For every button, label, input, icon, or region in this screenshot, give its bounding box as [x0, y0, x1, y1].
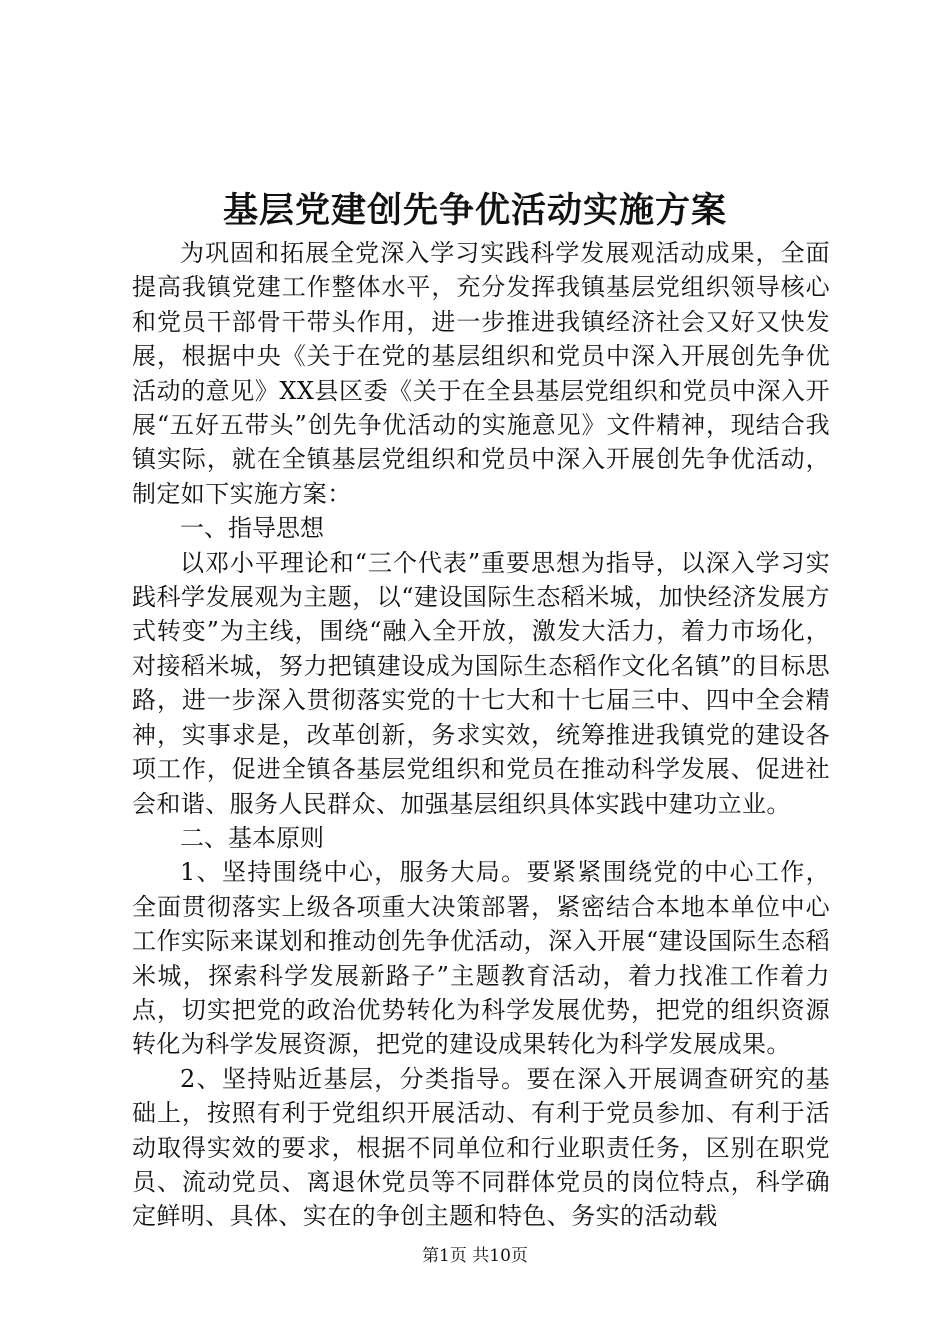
document-body	[132, 236, 830, 1234]
document-title: 基层党建创先争优活动实施方案	[222, 190, 727, 231]
intro-paragraph: 为巩固和拓展全党深入学习实践科学发展观活动成果，全面提高我镇党建工作整体水平，充分发挥我镇基层党组织领导核心和党员干部骨干带头作用，进一步推进我镇经济社会又好又快发展，根据中央《关于在党的基层组织和党员中深入开展创先争优活动的意见》XX县区委《关于在全县基层党组织和党员中深入开展“五好五带头”创先争优活动的实施意见》文件精神，现结合我镇实际，就在全镇基层党组织和党员中深入开展创先争优活动，制定如下实施方案：	[132, 239, 830, 508]
section-heading-guiding-ideology: 一、指导思想	[180, 514, 324, 543]
principle-2-paragraph: 2、坚持贴近基层，分类指导。要在深入开展调查研究的基础上，按照有利于党组织开展活动、有利于党员参加、有利于活动取得实效的要求，根据不同单位和行业职责任务，区别在职党员、流动党员、离退休党员等不同群体党员的岗位特点，科学确定鲜明、具体、实在的争创主题和特色、务实的活动载	[132, 1064, 830, 1231]
principle-1-paragraph: 1、坚持围绕中心，服务大局。要紧紧围绕党的中心工作，全面贯彻落实上级各项重大决策部署，紧密结合本地本单位中心工作实际来谋划和推动创先争优活动，深入开展“建设国际生态稻米城，探索科学发展新路子”主题教育活动，着力找准工作着力点，切实把党的政治优势转化为科学发展优势，把党的组织资源转化为科学发展资源，把党的建设成果转化为科学发展成果。	[132, 858, 830, 1059]
section-heading-basic-principles: 二、基本原则	[180, 823, 324, 852]
page-footer: 第1页 共10页	[422, 1246, 528, 1266]
guiding-ideology-paragraph: 以邓小平理论和“三个代表”重要思想为指导，以深入学习实践科学发展观为主题，以“建设国际生态稻米城，加快经济发展方式转变”为主线，围绕“融入全开放，激发大活力，着力市场化，对接稻米城，努力把镇建设成为国际生态稻作文化名镇”的目标思路，进一步深入贯彻落实党的十七大和十七届三中、四中全会精神，实事求是，改革创新，务求实效，统筹推进我镇党的建设各项工作，促进全镇各基层党组织和党员在推动科学发展、促进社会和谐、服务人民群众、加强基层组织具体实践中建功立业。	[132, 548, 830, 818]
